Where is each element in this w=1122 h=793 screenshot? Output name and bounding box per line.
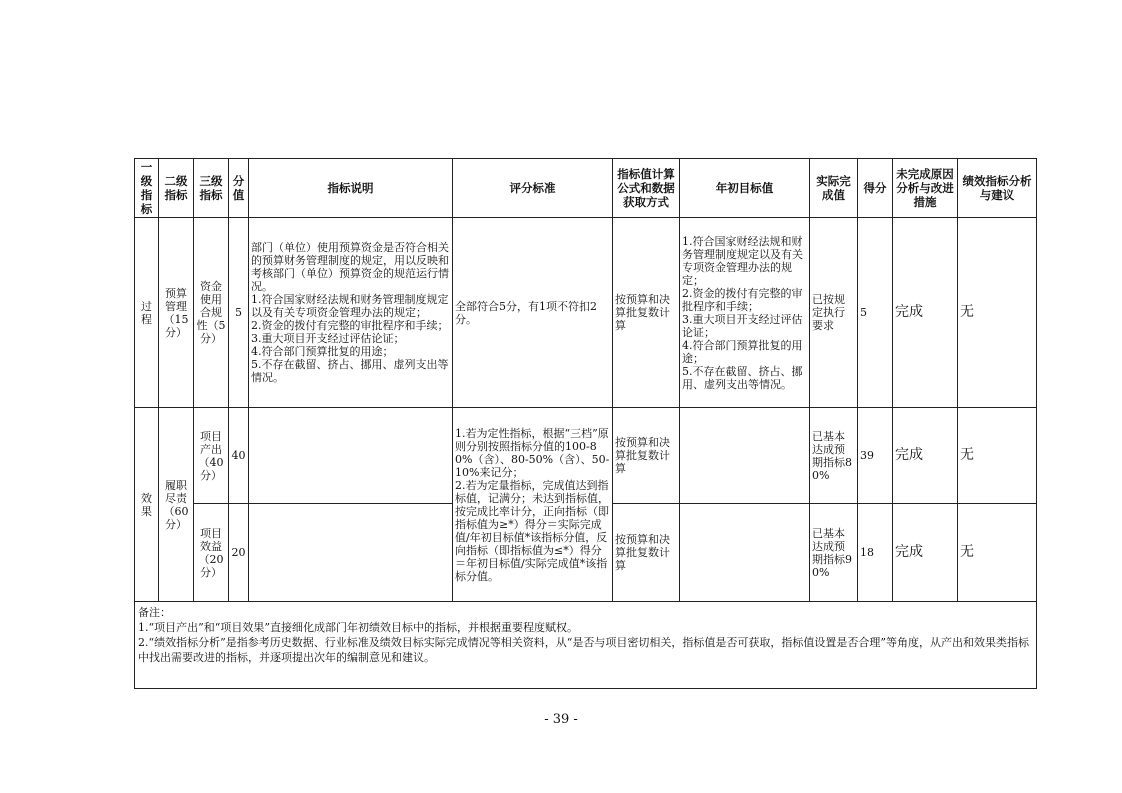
benefit-actual: 已基本达成预期指标90% xyxy=(810,504,858,602)
process-criteria: 全部符合5分，有1项不符扣2分。 xyxy=(453,218,613,408)
header-score: 得分 xyxy=(858,159,893,218)
output-score-value: 40 xyxy=(229,408,249,504)
process-description: 部门（单位）使用预算资金是否符合相关的预算财务管理制度的规定，用以反映和考核部门（单位）预算资金的规范运行情况。 1.符合国家财经法规和财务管理制度规定以及有关专项资金管理办法的规定； 2.资金的拨付有完整的审批程序和手续； 3.重大项目开支经过评估论证； 4.符合部门预算批复的用途； 5.不存在截留、挤占、挪用、虚列支出等情况。 xyxy=(249,218,453,408)
output-suggestion: 无 xyxy=(958,408,1037,504)
output-level3: 项目产出（40分） xyxy=(194,408,229,504)
output-score: 39 xyxy=(858,408,893,504)
header-score-value: 分值 xyxy=(229,159,249,218)
header-level3: 三级指标 xyxy=(194,159,229,218)
benefit-score: 18 xyxy=(858,504,893,602)
performance-table xyxy=(134,158,1037,689)
process-reason: 完成 xyxy=(893,218,958,408)
benefit-level3: 项目效益（20分） xyxy=(194,504,229,602)
benefit-description xyxy=(249,504,453,602)
effect-level2: 履职尽责（60分） xyxy=(159,408,194,602)
header-target: 年初目标值 xyxy=(680,159,810,218)
benefit-suggestion: 无 xyxy=(958,504,1037,602)
table-header-row xyxy=(135,159,1037,218)
header-reason: 未完成原因分析与改进措施 xyxy=(893,159,958,218)
output-method: 按预算和决算批复数计算 xyxy=(613,408,680,504)
output-reason: 完成 xyxy=(893,408,958,504)
header-actual: 实际完成值 xyxy=(810,159,858,218)
page-number: - 39 - xyxy=(544,712,578,727)
process-actual: 已按规定执行要求 xyxy=(810,218,858,408)
output-description xyxy=(249,408,453,504)
notes-line-2: 2.“绩效指标分析”是指参考历史数据、行业标准及绩效目标实际完成情况等相关资料，从“是否与项目密切相关，指标值是否可获取，指标值设置是否合理”等角度，从产出和效果类指标中找出需要改进的指标，并逐项提出次年的编制意见和建议。 xyxy=(138,636,1029,664)
effect-criteria: 1.若为定性指标，根据“三档”原则分别按照指标分值的100-80%（含）、80-50%（含）、50-10%来记分； 2.若为定量指标，完成值达到指标值，记满分；未达到指标值，按完成比率计分，正向指标（即指标值为≥*）得分＝实际完成值/年初目标值*该指标分值，反向指标（即指标值为≤*）得分＝年初目标值/实际完成值*该指标分值。 xyxy=(453,408,613,602)
process-level3: 资金使用合规性（5分） xyxy=(194,218,229,408)
table-row xyxy=(135,218,1037,408)
benefit-reason: 完成 xyxy=(893,504,958,602)
process-target: 1.符合国家财经法规和财务管理制度规定以及有关专项资金管理办法的规定； 2.资金的拨付有完整的审批程序和手续； 3.重大项目开支经过评估论证； 4.符合部门预算批复的用途； 5.不存在截留、挤占、挪用、虚列支出等情况。 xyxy=(680,218,810,408)
notes-cell xyxy=(135,602,1037,689)
header-level1: 一级指标 xyxy=(135,159,159,218)
header-suggestion: 绩效指标分析与建议 xyxy=(958,159,1037,218)
benefit-target xyxy=(680,504,810,602)
process-level2: 预算管理（15分） xyxy=(159,218,194,408)
process-suggestion: 无 xyxy=(958,218,1037,408)
output-target xyxy=(680,408,810,504)
header-criteria: 评分标准 xyxy=(453,159,613,218)
output-actual: 已基本达成预期指标80% xyxy=(810,408,858,504)
notes-title: 备注： xyxy=(138,606,171,619)
notes-row xyxy=(135,602,1037,689)
notes-line-1: 1.“项目产出”和“项目效果”直接细化成部门年初绩效目标中的指标，并根据重要程度赋权。 xyxy=(138,621,578,634)
table-row xyxy=(135,408,1037,504)
header-description: 指标说明 xyxy=(249,159,453,218)
benefit-method: 按预算和决算批复数计算 xyxy=(613,504,680,602)
header-method: 指标值计算公式和数据获取方式 xyxy=(613,159,680,218)
process-score: 5 xyxy=(858,218,893,408)
benefit-score-value: 20 xyxy=(229,504,249,602)
process-method: 按预算和决算批复数计算 xyxy=(613,218,680,408)
header-level2: 二级指标 xyxy=(159,159,194,218)
effect-level1: 效果 xyxy=(135,408,159,602)
process-level1: 过程 xyxy=(135,218,159,408)
process-score-value: 5 xyxy=(229,218,249,408)
